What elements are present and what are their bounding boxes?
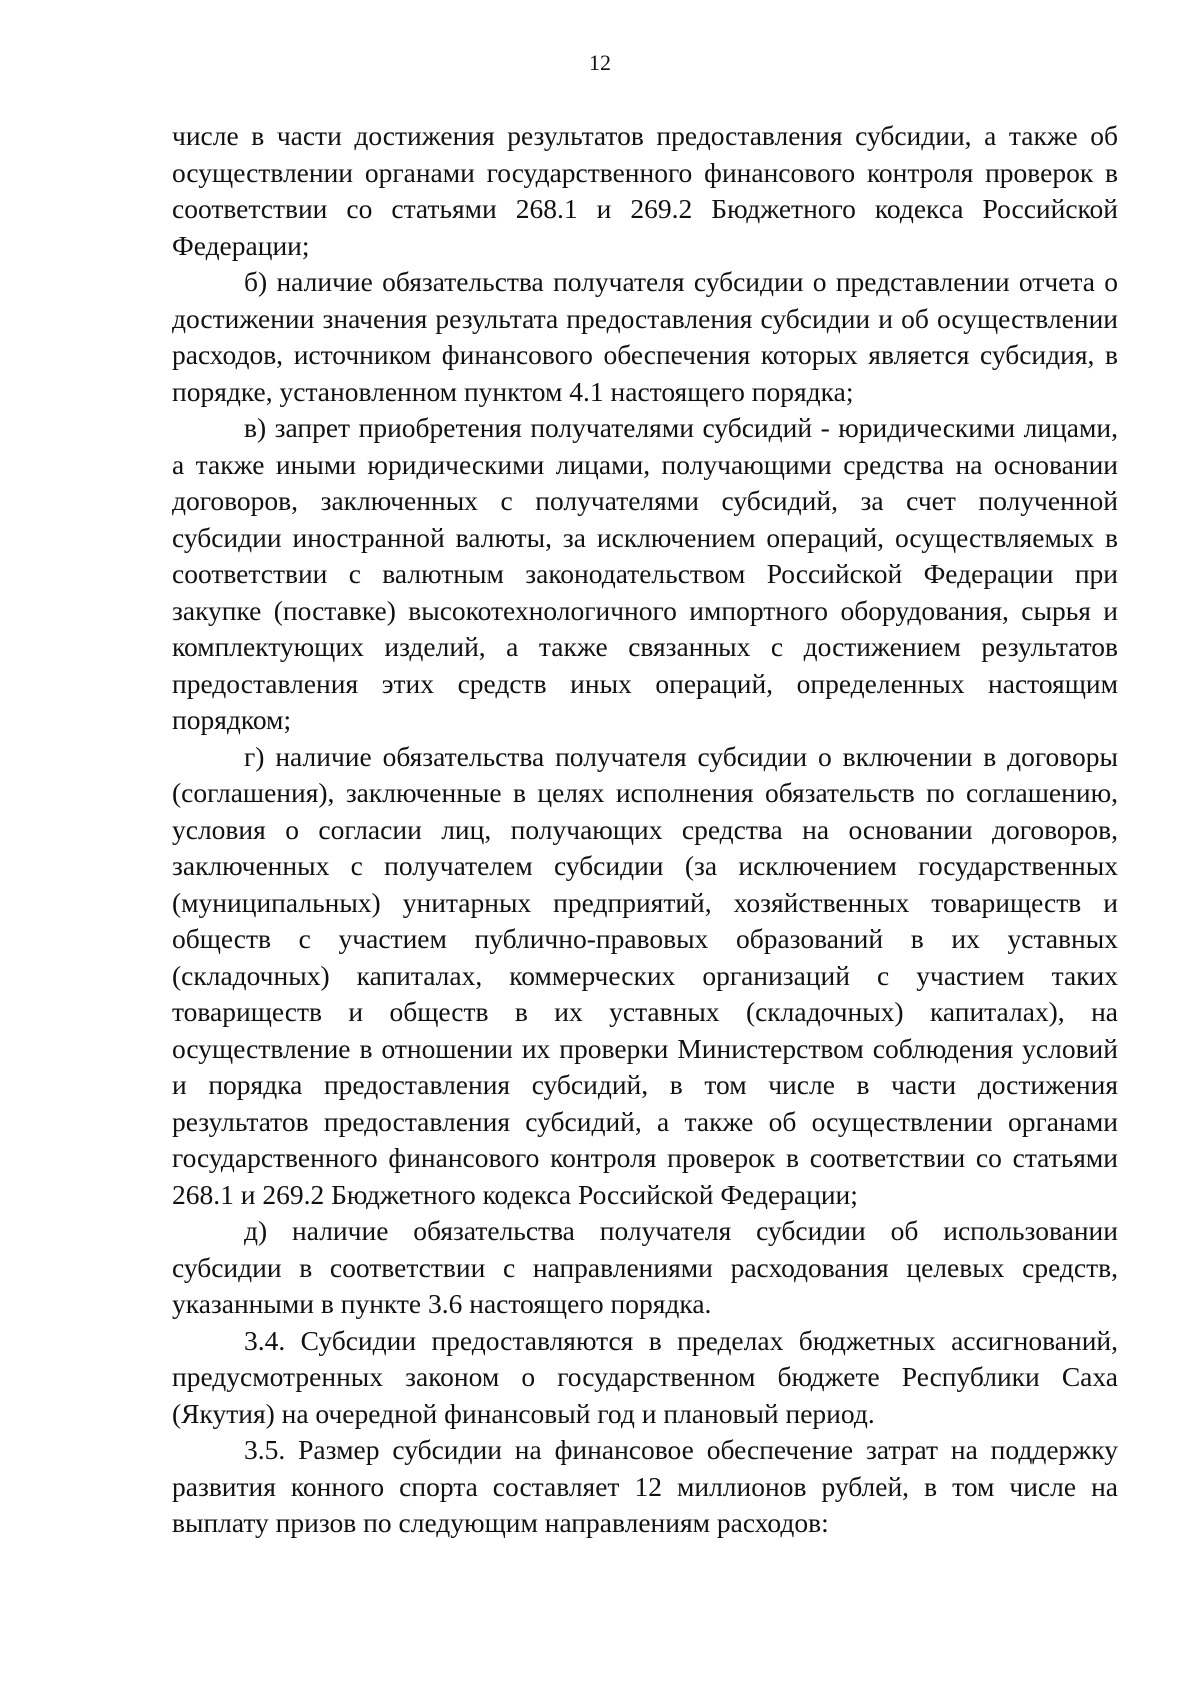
paragraph-item-b: б) наличие обязательства получателя субсидии о представлении отчета о достижении значения результата предоставления субсидии и об осуществлении расходов, источником финансового обеспечения которых является субсидия, в порядке, установленном пунктом 4.1 настоящего порядка; [172, 266, 1118, 407]
paragraph-item-d: д) наличие обязательства получателя субсидии об использовании субсидии в соответствии с направлениями расходования целевых средств, указанными в пункте 3.6 настоящего порядка. [172, 1215, 1118, 1319]
paragraph-section-3-4: 3.4. Субсидии предоставляются в пределах бюджетных ассигнований, предусмотренных законом о государственном бюджете Республики Саха (Якутия) на очередной финансовый год и плановый период. [172, 1324, 1118, 1429]
page-number: 12 [589, 50, 611, 75]
paragraph-section-3-5: 3.5. Размер субсидии на финансовое обеспечение затрат на поддержку развития конного спорта составляет 12 миллионов рублей, в том числе на выплату призов по следующим направлениям расходов: [172, 1434, 1118, 1538]
paragraph-item-v: в) запрет приобретения получателями субсидий - юридическими лицами, а также иными юридическими лицами, получающими средства на основании договоров, заключенных с получателями субсидий, за счет полученной субсидии иностранной валюты, за исключением операций, осуществляемых в соответствии с валютным законодательством Российской Федерации при закупке (поставке) высокотехнологичного импортного оборудования, сырья и комплектующих изделий, а также связанных с достижением результатов предоставления этих средств иных операций, определенных настоящим порядком; [172, 412, 1118, 735]
document-body [172, 118, 1118, 1542]
paragraph-continuation: числе в части достижения результатов предоставления субсидии, а также об осуществлении органами государственного финансового контроля проверок в соответствии со статьями 268.1 и 269.2 Бюджетного кодекса Российской Федерации; [172, 120, 1118, 261]
paragraph-item-g: г) наличие обязательства получателя субсидии о включении в договоры (соглашения), заключенные в целях исполнения обязательств по соглашению, условия о согласии лиц, получающих средства на основании договоров, заключенных с получателем субсидии (за исключением государственных (муниципальных) унитарных предприятий, хозяйственных товариществ и обществ с участием публично-правовых образований в их уставных (складочных) капиталах, коммерческих организаций с участием таких товариществ и обществ в их уставных (складочных) капиталах), на осуществление в отношении их проверки Министерством соблюдения условий и порядка предоставления субсидий, в том числе в части достижения результатов предоставления субсидий, а также об осуществлении органами государственного финансового контроля проверок в соответствии со статьями 268.1 и 269.2 Бюджетного кодекса Российской Федерации; [172, 740, 1118, 1210]
